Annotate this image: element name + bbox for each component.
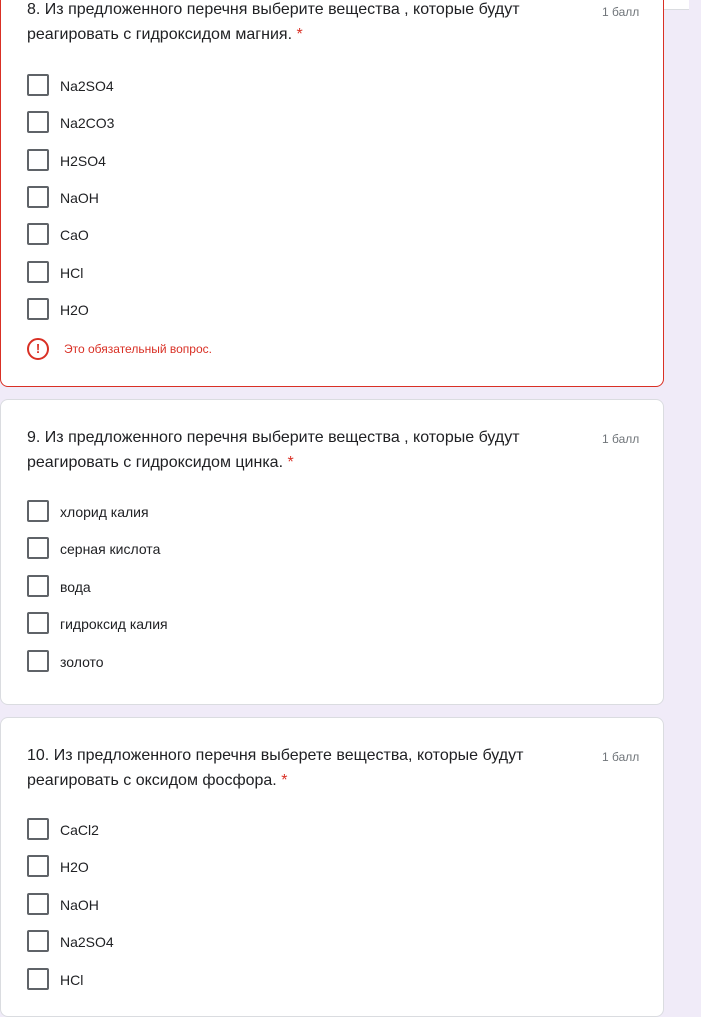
option-label: Na2CO3 [60,115,115,131]
checkbox-option[interactable] [27,149,527,171]
checkbox-option[interactable] [27,261,527,283]
checkbox[interactable] [27,855,49,877]
checkbox[interactable] [27,261,49,283]
checkbox[interactable] [27,893,49,915]
required-asterisk: * [281,772,288,789]
checkbox-option[interactable] [27,298,527,320]
option-label: NaOH [60,897,99,913]
checkbox-option[interactable] [27,968,527,990]
question-text: 8. Из предложенного перечня выберите вещества , которые будут реагировать с гидроксидом магния. [27,1,520,43]
option-label: NaOH [60,190,99,206]
checkbox-option[interactable] [27,223,527,245]
checkbox[interactable] [27,500,49,522]
option-label: HCl [60,972,84,988]
checkbox-option[interactable] [27,537,527,559]
required-error [27,338,427,362]
option-label: H2O [60,302,89,318]
option-label: золото [60,654,104,670]
checkbox[interactable] [27,575,49,597]
checkbox-option[interactable] [27,855,527,877]
scrollbar-track[interactable] [689,0,701,997]
checkbox[interactable] [27,111,49,133]
checkbox[interactable] [27,298,49,320]
option-label: H2SO4 [60,153,106,169]
checkbox-option[interactable] [27,650,527,672]
question-text: 9. Из предложенного перечня выберите вещества , которые будут реагировать с гидроксидом цинка. [27,429,520,471]
option-label: хлорид калия [60,504,149,520]
checkbox[interactable] [27,186,49,208]
option-label: HCl [60,265,84,281]
question-card-9 [0,399,664,705]
checkbox-option[interactable] [27,111,527,133]
option-label: Na2SO4 [60,78,114,94]
points-label: 1 балл [602,432,640,446]
question-title [27,743,567,793]
checkbox[interactable] [27,223,49,245]
points-label: 1 балл [602,750,640,764]
checkbox[interactable] [27,930,49,952]
question-title [27,0,567,47]
checkbox[interactable] [27,537,49,559]
option-label: CaCl2 [60,822,99,838]
option-label: серная кислота [60,541,161,557]
question-card-10 [0,717,664,1017]
checkbox-option[interactable] [27,818,527,840]
option-label: гидроксид калия [60,616,168,632]
error-message: Это обязательный вопрос. [64,342,212,356]
checkbox-option[interactable] [27,575,527,597]
checkbox[interactable] [27,818,49,840]
checkbox-option[interactable] [27,893,527,915]
option-label: H2O [60,859,89,875]
checkbox[interactable] [27,968,49,990]
checkbox[interactable] [27,650,49,672]
points-label: 1 балл [602,5,640,19]
checkbox-option[interactable] [27,930,527,952]
option-label: вода [60,579,91,595]
checkbox-option[interactable] [27,612,527,634]
question-card-8 [0,0,664,387]
checkbox-option[interactable] [27,74,527,96]
checkbox[interactable] [27,74,49,96]
exclamation-icon: ! [27,338,49,360]
checkbox-option[interactable] [27,500,527,522]
question-text: 10. Из предложенного перечня выберете вещества, которые будут реагировать с оксидом фосфора. [27,747,524,789]
option-label: Na2SO4 [60,934,114,950]
checkbox[interactable] [27,612,49,634]
required-asterisk: * [287,454,294,471]
checkbox-option[interactable] [27,186,527,208]
checkbox[interactable] [27,149,49,171]
question-title [27,425,567,475]
required-asterisk: * [296,26,303,43]
option-label: CaO [60,227,89,243]
